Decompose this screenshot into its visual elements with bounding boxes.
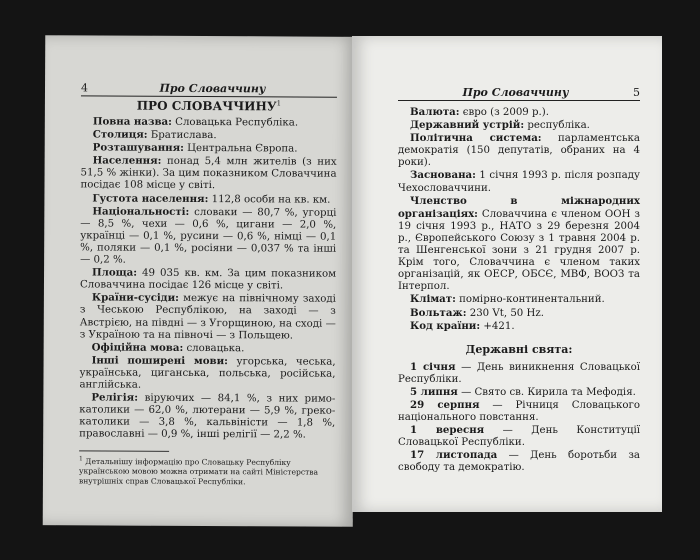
- fact-area: Площа: 49 035 кв. км. За цим показником Словаччина посідає 126 місце у світі.: [79, 266, 337, 292]
- fact-official-language: Офіційна мова: словацька.: [91, 341, 245, 354]
- fact-neighbours: Країни-сусіди: межує на північному заході з Чеською Республікою, на заході — з Австрією, на півдні — з Угорщиною, на сході — з Україною та на півночі — з Польщею.: [79, 291, 336, 342]
- left-running-head: [81, 81, 337, 97]
- footnote-marker: 1: [79, 455, 83, 463]
- holiday-item: 29 серпня — Річниця Словацького національного повстання.: [398, 398, 640, 424]
- page-title-text: ПРО СЛОВАЧЧИНУ: [136, 98, 277, 114]
- fact-location: Розташування: Центральна Європа.: [92, 141, 298, 155]
- holiday-item: 5 липня — Свято св. Кирила та Мефодія.: [410, 385, 636, 398]
- right-running-head: [398, 86, 640, 101]
- footnote-divider: [79, 451, 169, 452]
- left-body: [79, 115, 337, 442]
- holiday-item: 1 вересня — День Конституції Словацької Республіки.: [398, 424, 640, 449]
- holiday-item: 1 січня — День виникнення Словацької Республіки.: [398, 360, 641, 385]
- left-page-number: 4: [80, 81, 89, 95]
- title-footnote-marker: 1: [276, 99, 282, 108]
- right-body: [398, 106, 640, 333]
- fact-political-system: Політична система: парламентська демократія (150 депутатів, обраних на 4 роки).: [398, 132, 640, 169]
- fact-full-name: Повна назва: Словацька Республіка.: [92, 115, 299, 129]
- footnote: [79, 455, 335, 487]
- fact-country-code: Код країни: +421.: [410, 319, 515, 332]
- fact-nationalities: Національності: словаки — 80,7 %, угорці — 8,5 %, чехи — 0,6 %, цигани — 2,0 %, українці — 0,1 %, русини — 0,6 %, німці — 0,1 %, поляки — 0,1 %, росіяни — 0,037 % та інші — 0,2 %.: [80, 205, 337, 266]
- fact-capital: Столиця: Братислава.: [92, 128, 217, 142]
- fact-currency: Валюта: євро (з 2009 р.).: [410, 106, 549, 118]
- fact-climate: Клімат: помірно-континентальний.: [410, 293, 605, 306]
- fact-founded: Заснована: 1 січня 1993 р. після розпаду Чехословаччини.: [398, 169, 640, 194]
- footnote-text: Детальнішу інформацію про Словацьку Республіку українською мовою можна отримати на сайті Міністерства внутрішніх справ Словацької Республіки.: [78, 457, 319, 487]
- right-page-number: 5: [633, 86, 640, 99]
- fact-population: Населення: понад 5,4 млн жителів (з них 51,5 % жінки). За цим показником Словаччина посідає 108 місце у світі.: [80, 154, 337, 192]
- page-title: [81, 98, 337, 113]
- holidays-list: [398, 361, 640, 475]
- holidays-heading: Державні свята:: [465, 342, 573, 356]
- fact-membership: Членство в міжнародних організаціях: Словаччина є членом ООН з 19 січня 1993 р., НАТО з 29 березня 2004 р., Європейського Союзу з 1 травня 2004 р. та Шенгенської зони з 21 грудня 2007 р. Крім того, Словаччина є членом таких організацій, як ОЕСР, ОБСЄ, МВФ, ВООЗ та Інтерпол.: [398, 194, 640, 293]
- fact-voltage: Вольтаж: 230 Vt, 50 Hz.: [410, 306, 545, 319]
- fact-religion: Релігія: віруючих — 84,1 %, з них римо-католики — 62,0 %, лютерани — 5,9 %, греко-католики — 3,8 %, кальвіністи — 1,8 %, православні — 0,9 %, інші релігії — 2,2 %.: [79, 391, 336, 441]
- right-running-title: Про Словаччину: [462, 86, 569, 99]
- fact-other-languages: Інші поширені мови: угорська, чеська, українська, циганська, польська, російська, англійська.: [79, 354, 336, 391]
- left-running-title: Про Словаччину: [159, 81, 266, 96]
- fact-state-system: Державний устрій: республіка.: [410, 119, 590, 132]
- left-page: [43, 35, 356, 527]
- fact-density: Густота населення: 112,8 особи на кв. км.: [92, 192, 331, 206]
- holiday-item: 17 листопада — День боротьби за свободу та демократію.: [398, 449, 640, 474]
- right-page: [352, 36, 662, 512]
